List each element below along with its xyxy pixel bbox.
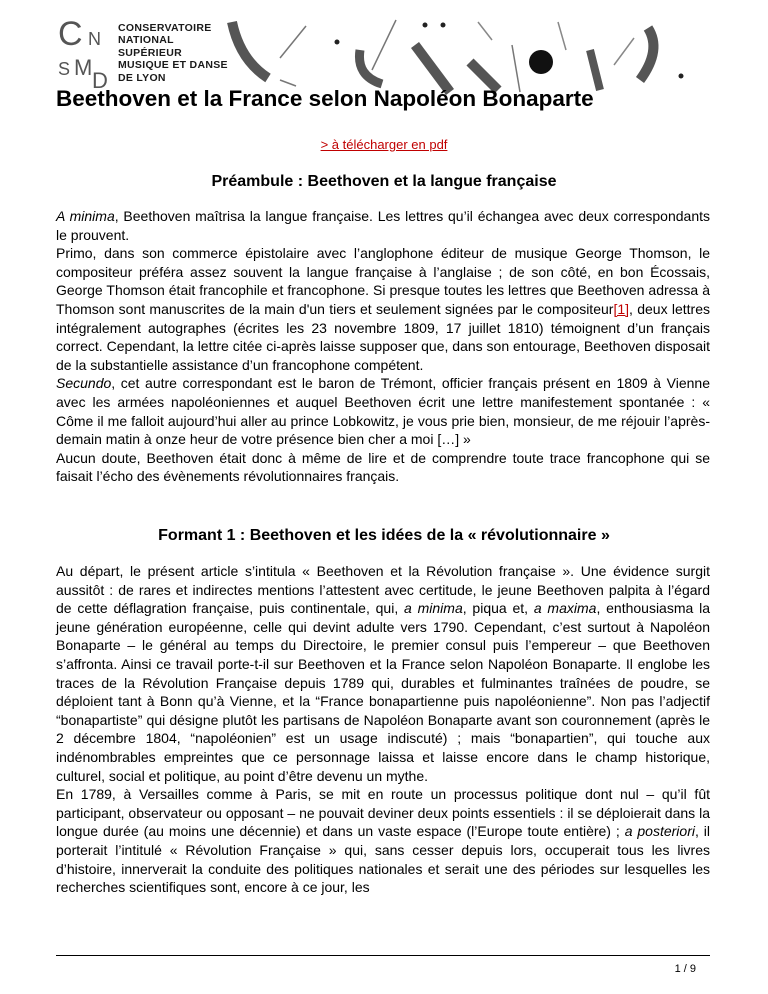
paragraph: Au départ, le présent article s’intitula « Beethoven et la Révolution française ». Une évidence surgit aussitôt : de rares et indirectes mentions l’attestent avec certitude, le jeune Beethoven palpita à l’égard de cette déflagration française, puis continentale, qui, a minima, piqua et, a maxima, enthousiasma la jeune génération européenne, celle qui devint adulte vers 1790. Cependant, c’est surtout à Napoléon Bonaparte – le général au temps du Directoire, le premier consul puis l’empereur – que Beethoven s’affronta. Ainsi ce travail porte-t-il sur Beethoven et la France selon Napoléon Bonaparte. Il englobe les traces de la Révolution Française depuis 1789 qui, durables et fulminantes traînées de poudre, se déploient tant à Bonn qu’à Vienne, et la “France bonapartienne puis napoléonienne”. Non pas l’adjectif “bonapartiste” qui désigne plutôt les partisans de Napoléon Bonaparte avant son couronnement (après le 2 décembre 1804, “napoléonien” est un usage indiscuté) ; mais “bonapartien”, qui touche aux indénombrables empreintes que ce personnage laissa et laisse encore dans le champ historique, culturel, social et politique, au point d’être devenu un mythe. xyxy=(56,563,710,784)
logo-line: DE LYON xyxy=(118,71,166,84)
decor-disc xyxy=(529,50,553,74)
decor-line-7 xyxy=(614,38,634,65)
logo-letter-c: C xyxy=(58,15,83,53)
logo-letter-s: S xyxy=(58,59,71,79)
paragraph: En 1789, à Versailles comme à Paris, se mit en route un processus politique dont nul – qu’il fût participant, observateur ou opposant – ne pouvait deviner deux points essentiels : il se déploierait dans la longue durée (au moins une décennie) et dans un vaste espace (l’Europe toute entière) ; a posteriori, il porterait l’intitulé « Révolution Française » qui, sans cesser depuis lors, occuperait tous les livres d’histoire, innerverait la conduite des politiques nationales et serait une des périodes sur lesquelles les recherches scientifiques sont, encore à ce jour, les xyxy=(56,786,710,896)
emphasis: a maxima xyxy=(533,600,597,617)
section-body-formant-1 xyxy=(56,562,710,897)
decor-bar-1 xyxy=(415,45,450,92)
emphasis: A minima xyxy=(56,208,115,224)
paragraph: A minima, Beethoven maîtrisa la langue française. Les lettres qu’il échangea avec deux correspondants le prouvent. xyxy=(56,208,711,243)
page-title: Beethoven et la France selon Napoléon Bonaparte xyxy=(56,86,594,111)
decor-line-1 xyxy=(280,26,306,58)
decor-line-4 xyxy=(478,22,492,40)
logo-line: MUSIQUE ET DANSE xyxy=(118,59,228,72)
footnote-link[interactable]: [1] xyxy=(613,300,630,317)
logo-line: CONSERVATOIRE xyxy=(118,22,212,34)
page-number: 1 / 9 xyxy=(674,963,696,975)
logo-graphic xyxy=(0,0,768,95)
footer-divider xyxy=(56,955,710,956)
decor-bar-3 xyxy=(590,50,600,90)
logo-line: SUPÉRIEUR xyxy=(118,46,182,59)
decor-line-5 xyxy=(512,45,520,92)
logo-wordmark xyxy=(118,22,228,84)
logo-letter-n: N xyxy=(88,29,101,49)
pdf-download xyxy=(0,137,768,152)
decor-arc-1 xyxy=(232,22,268,78)
decor-line-3 xyxy=(372,20,396,70)
decor-arc-3 xyxy=(640,28,653,80)
paragraph: Aucun doute, Beethoven était donc à même de lire et de comprendre toute trace francophone qui se faisait l’écho des évènements révolutionnaires français. xyxy=(56,449,710,485)
logo-letter-d: D xyxy=(92,68,108,93)
logo-letter-m: M xyxy=(74,55,93,80)
logo-line: NATIONAL xyxy=(118,34,174,47)
paragraph: Primo, dans son commerce épistolaire avec l’anglophone éditeur de musique George Thomson, le compositeur préféra assez souvent la langue française à l’anglaise ; de son côté, en bon Écossais, George Thomson était francophile et francophone. Si presque toutes les lettres que Beethoven adressa à Thomson sont manuscrites de la main d'un tiers et seulement signées par le compositeur[1], deux lettres intégralement autographes (écrites les 23 novembre 1809, 17 juillet 1810) témoignent d’un français correct. Cependant, la lettre citée ci-après laisse supposer que, dans son entourage, Beethoven disposait de la substantielle assistance d’un francophone compétent. xyxy=(56,245,710,373)
decor-dot-1 xyxy=(335,40,340,45)
decor-dot-2 xyxy=(423,23,428,28)
decor-dot-3 xyxy=(441,23,446,28)
emphasis: a posteriori xyxy=(624,823,695,840)
paragraph: Secundo, cet autre correspondant est le baron de Trémont, officier français présent en 1809 à Vienne avec les armées napoléoniennes et auquel Beethoven écrit une lettre manifestement spontanée : « Côme il me falloit aujourd’hui aller au prince Lobkowitz, je vous prie bien, monsieur, de me réjouir l’après-demain matin à onze heur de votre présence bien cher a moi […] » xyxy=(56,375,710,448)
section-body-preambule xyxy=(56,207,710,486)
emphasis: Secundo xyxy=(56,375,112,392)
pdf-download-link[interactable]: > à télécharger en pdf xyxy=(320,137,448,152)
page-header xyxy=(0,0,768,95)
decor-line-6 xyxy=(558,22,566,50)
decor-dot-4 xyxy=(679,74,684,79)
emphasis: a minima xyxy=(404,600,463,617)
section-heading-formant-1: Formant 1 : Beethoven et les idées de la « révolutionnaire » xyxy=(158,527,610,544)
section-heading-preambule: Préambule : Beethoven et la langue française xyxy=(211,173,557,190)
